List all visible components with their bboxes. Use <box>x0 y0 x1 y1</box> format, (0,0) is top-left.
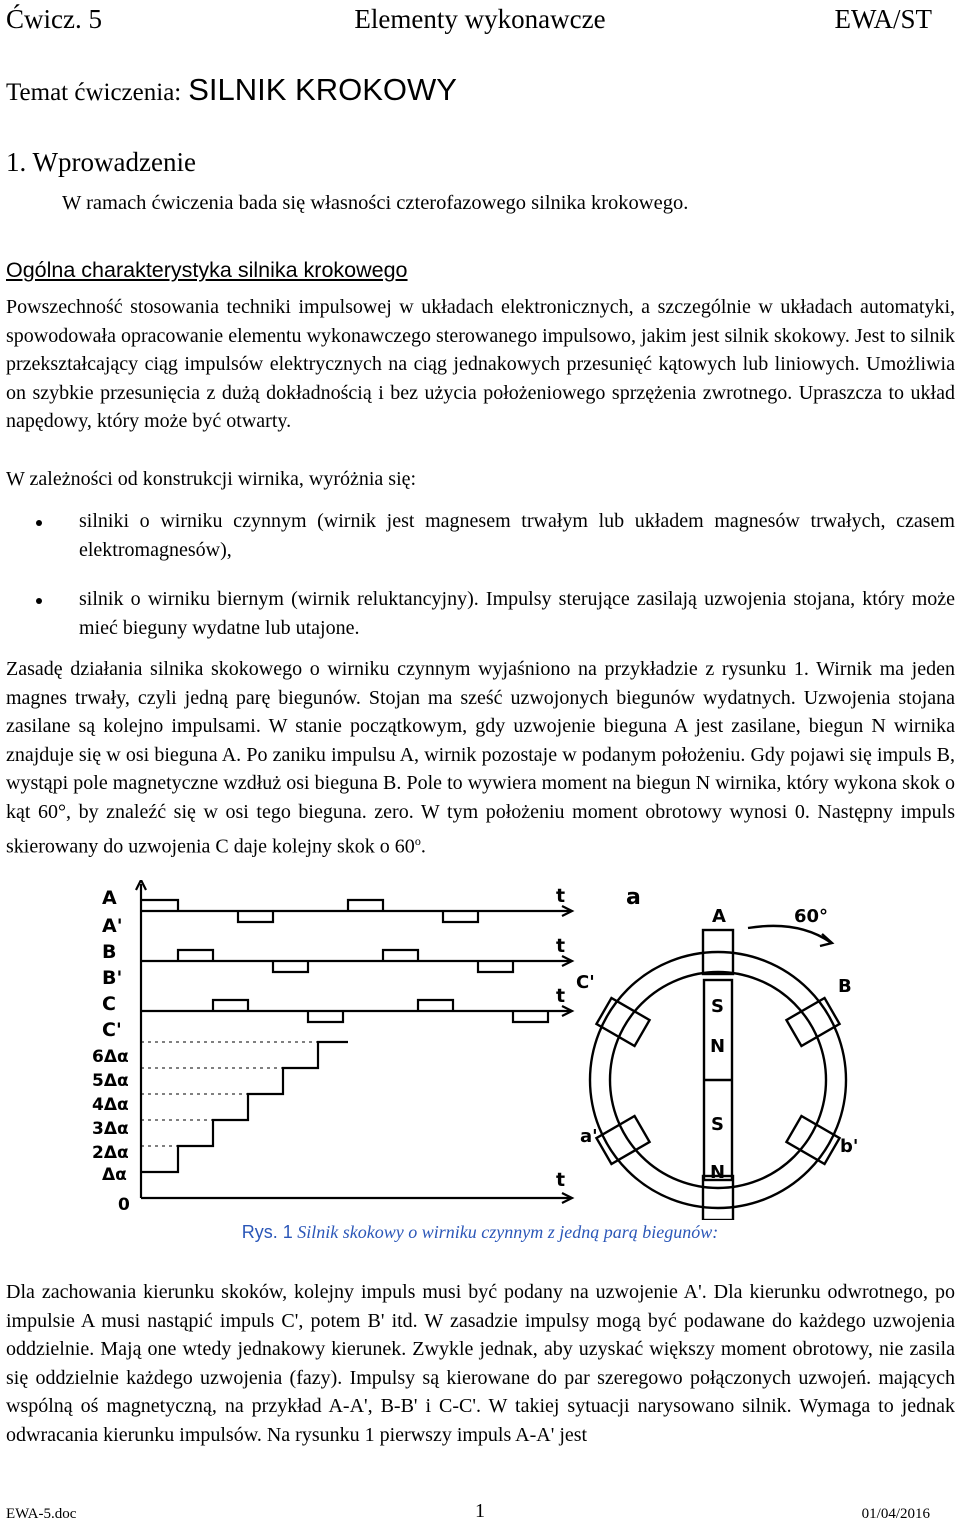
paragraph-3-end: . <box>420 835 426 858</box>
motor-label-b-prime: b' <box>840 1136 859 1157</box>
bullet-list <box>6 507 955 642</box>
row-label: 6Δα <box>92 1047 129 1067</box>
header-right: EWA/ST <box>834 4 932 34</box>
timing-diagram <box>136 880 572 1203</box>
t-label: t <box>556 885 566 907</box>
footer-left: EWA-5.doc <box>6 1506 77 1522</box>
row-label: 3Δα <box>92 1119 129 1139</box>
row-label: C' <box>102 1019 122 1041</box>
t-label: t <box>556 935 566 957</box>
bullet-icon <box>36 520 42 526</box>
paragraph-2: W zależności od konstrukcji wirnika, wyróżnia się: <box>6 468 417 490</box>
motor-label-n-bottom: N <box>710 1162 726 1183</box>
pulse-a-prime <box>238 911 478 922</box>
figure-caption <box>0 1222 960 1243</box>
row-labels <box>92 885 641 1215</box>
row-label: B' <box>102 967 123 989</box>
topic-line <box>6 72 457 108</box>
footer-page-number: 1 <box>475 1500 485 1522</box>
paragraph-3-text: Zasadę działania silnika skokowego o wirniku czynnym wyjaśniono na przykładzie z rysunku 1. Wirnik ma jeden magnes trwały, czyli jedną parę biegunów. Stojan ma sześć uzwojonych biegunów wydatnych. Uzwojenia stojana zasilane są kolejno impulsami. W stanie początkowym, gdy uzwojenie bieguna A jest zasilane, biegun N wirnika znajduje się w osi bieguna A. Po zaniku impulsu A, wirnik pozostaje w podanym położeniu. Gdy pojawi się impuls B, wystąpi pole magnetyczne wzdłuż osi bieguna B. Pole to wywiera moment na biegun N wirnika, który wykona skok o kąt 60°, by znaleźć się w osi tego bieguna. zero. W tym położeniu moment obrotowy wynosi 0. Następny impuls skierowany do uzwojenia C daje kolejny skok o 60 <box>6 658 955 858</box>
bullet-text: silniki o wirniku czynnym (wirnik jest magnesem trwałym lub układem magnesów trwałych, czasem elektromagnesów), <box>79 510 955 561</box>
footer-right: 01/04/2016 <box>861 1506 930 1522</box>
step-staircase <box>141 1042 348 1172</box>
pulse-b-prime <box>273 961 513 972</box>
row-label: 2Δα <box>92 1143 129 1163</box>
motor-label-b: B <box>838 976 852 997</box>
row-label: A' <box>102 915 123 937</box>
list-item <box>6 507 955 564</box>
list-item <box>6 585 955 642</box>
subheading: Ogólna charakterystyka silnika krokowego <box>6 258 408 282</box>
motor-label-n-bar: N <box>710 1036 726 1057</box>
degree-superscript: o <box>414 833 421 848</box>
paragraph-1: Powszechność stosowania techniki impulsowej w układach elektronicznych, a szczególnie w układach automatyki, spowodowała opracowanie elementu wykonawczego sterowanego impulsowo, jakim jest silnik skokowy. Jest to silnik przekształcający ciąg impulsów elektrycznych na ciąg jednakowych przesunięć kątowych lub liniowych. Umożliwia on szybkie przesunięcia z dużą dokładnością i bez użycia położeniowego sprzężenia zwrotnego. Upraszcza to układ napędowy, który może być otwarty. <box>6 296 955 433</box>
motor-label-s-top: S <box>711 996 724 1017</box>
topic-label: Temat ćwiczenia: <box>6 79 182 106</box>
motor-label-a: A <box>712 906 726 927</box>
bullet-icon <box>36 598 42 604</box>
pulse-c-prime <box>308 1011 548 1022</box>
panel-label: a <box>626 885 641 910</box>
motor-label-a-prime-small: a' <box>580 1126 598 1147</box>
paragraph-3 <box>6 655 955 861</box>
angle-arc <box>748 926 830 942</box>
pulse-c <box>213 1000 453 1011</box>
header-center: Elementy wykonawcze <box>354 4 606 34</box>
section-title: 1. Wprowadzenie <box>6 147 196 177</box>
topic-value: SILNIK KROKOWY <box>188 72 457 107</box>
section-intro: W ramach ćwiczenia bada się własności czterofazowego silnika krokowego. <box>62 192 689 214</box>
row-label: 5Δα <box>92 1071 129 1091</box>
row-label: Δα <box>102 1165 127 1185</box>
t-label: t <box>556 985 566 1007</box>
bullet-text: silnik o wirniku biernym (wirnik reluktancyjny). Impulsy sterujące zasilają uzwojenia stojana, który może mieć bieguny wydatne lub utajone. <box>79 588 955 639</box>
paragraph-4: Dla zachowania kierunku skoków, kolejny impuls musi być podany na uzwojenie A'. Dla kierunku odwrotnego, po impulsie A musi nastąpić impuls C', potem B' itd. W zasadzie impulsy mogą być podawane do każdego uzwojenia oddzielnie. Mają one wtedy jednakowy kierunek. Zwykle jednak, aby uzyskać większy moment obrotowy, nie zasila się oddzielnie każdego uzwojenia (fazy). Impulsy są kierowane do par szeregowo połączonych uzwojeń. mających wspólną oś magnetyczną, na przykład A-A', B-B' i C-C'. W takiej sytuacji narysowano silnik. Wymaga to jednak odwracania kierunku impulsów. Na rysunku 1 pierwszy impuls A-A' jest <box>6 1281 955 1446</box>
row-label: A <box>102 887 117 909</box>
pulse-a <box>141 900 383 911</box>
row-label: 4Δα <box>92 1095 129 1115</box>
guide-lines <box>141 1042 318 1146</box>
caption-text: Silnik skokowy o wirniku czynnym z jedną parą biegunów: <box>297 1222 719 1242</box>
motor-label-angle: 60° <box>794 906 829 927</box>
figure-stepper-motor <box>78 880 878 1220</box>
pulse-b <box>178 950 418 961</box>
t-label: t <box>556 1169 566 1191</box>
motor-label-s-bar: S <box>711 1114 724 1135</box>
motor-labels <box>576 906 858 1183</box>
header-left: Ćwicz. 5 <box>6 4 102 34</box>
row-label: B <box>102 941 117 963</box>
origin-label: 0 <box>118 1195 130 1215</box>
row-label: C <box>102 993 116 1015</box>
motor-label-c-prime: C' <box>576 972 595 993</box>
caption-prefix: Rys. 1 <box>241 1222 293 1242</box>
